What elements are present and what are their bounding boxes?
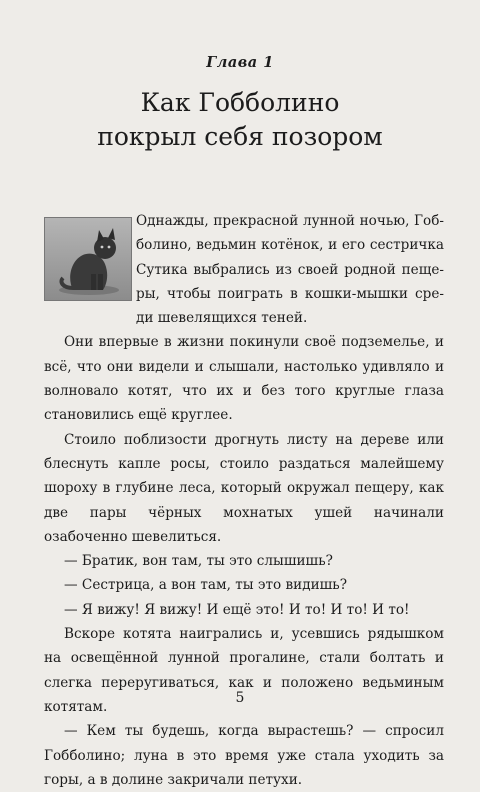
dialogue-line-1: — Братик, вон там, ты это слышишь? bbox=[64, 553, 333, 570]
paragraph-4: Вскоре котята наигрались и, усевшись рядышком на освещённой лунной прогалине, стали болтать и слегка переругиваться, как и положено ведьминым котятам. bbox=[44, 626, 444, 715]
paragraph-1 bbox=[136, 209, 444, 330]
paragraph-1-line: ры, чтобы поиграть в кошки-мышки сре- bbox=[136, 285, 444, 302]
paragraph-2: Они впервые в жизни покинули своё подземелье, и всё, что они видели и слышали, настолько удивляло и волновало котят, что их и без того круглые глаза становились ещё круглее. bbox=[44, 334, 444, 424]
paragraph-1-line: ди шевелящихся теней. bbox=[136, 310, 308, 327]
dialogue-line-3: — Я вижу! Я вижу! И ещё это! И то! И то! И то! bbox=[64, 601, 410, 618]
chapter-title bbox=[0, 86, 480, 154]
paragraph-3: Стоило поблизости дрогнуть листу на дереве или блеснуть капле росы, стоило раздаться малейшему шороху в глубине леса, который окружал пещеру, как две пары чёрных мохнатых ушей начинали озабоченно шевелиться. bbox=[44, 431, 444, 545]
paragraph-1-line: Сутика выбрались из своей родной пеще- bbox=[136, 261, 444, 278]
chapter-label: Глава 1 bbox=[206, 54, 274, 71]
page-number: 5 bbox=[235, 690, 245, 706]
paragraph-5: — Кем ты будешь, когда вырастешь? — спросил Гобболино; луна в это время уже стала уходить за горы, а в долине закричали петухи. bbox=[44, 723, 444, 788]
dialogue-line-2: — Сестрица, а вон там, ты это видишь? bbox=[64, 577, 347, 594]
paragraph-1-line: болино, ведьмин котёнок, и его сестричка bbox=[136, 237, 444, 254]
paragraph-1-line: Однажды, прекрасной лунной ночью, Гоб- bbox=[136, 213, 444, 229]
chapter-title-line-2: покрыл себя позором bbox=[97, 122, 383, 151]
chapter-title-line-1: Как Гобболино bbox=[140, 88, 340, 117]
